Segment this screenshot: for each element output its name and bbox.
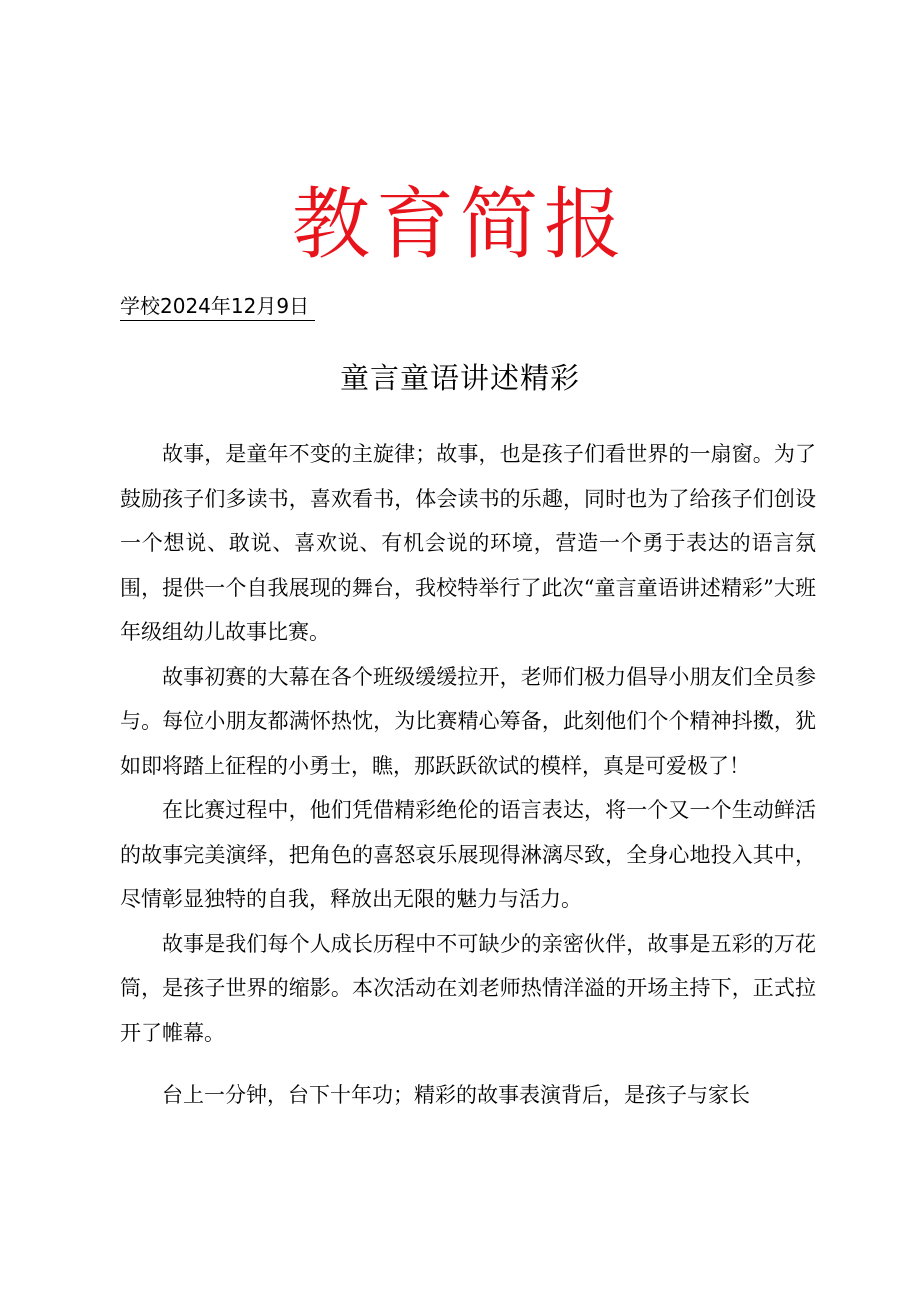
- issue-date-line: 学校2024年12月9日: [120, 292, 315, 321]
- body-paragraph: 台上一分钟，台下十年功；精彩的故事表演背后，是孩子与家长: [162, 1083, 750, 1107]
- body-paragraph: 在比赛过程中，他们凭借精彩绝伦的语言表达，将一个又一个生动鲜活的故事完美演绎，把角色的喜怒哀乐展现得淋漓尽致，全身心地投入其中，尽情彰显独特的自我，释放出无限的魅力与活力。: [120, 798, 816, 911]
- article-body: [120, 432, 816, 1118]
- body-paragraph: 故事是我们每个人成长历程中不可缺少的亲密伙伴，故事是五彩的万花筒，是孩子世界的缩影。本次活动在刘老师热情洋溢的开场主持下，正式拉开了帷幕。: [120, 931, 816, 1045]
- masthead-title: 教育简报: [291, 180, 628, 270]
- body-paragraph: 故事初赛的大幕在各个班级缓缓拉开，老师们极力倡导小朋友们全员参与。每位小朋友都满怀热忱，为比赛精心筹备，此刻他们个个精神抖擞，犹如即将踏上征程的小勇士，瞧，那跃跃欲试的模样，真是可爱极了！: [120, 664, 816, 778]
- article-title: 童言童语讲述精彩: [339, 361, 580, 395]
- body-paragraph: 故事，是童年不变的主旋律；故事，也是孩子们看世界的一扇窗。为了鼓励孩子们多读书，喜欢看书，体会读书的乐趣，同时也为了给孩子们创设一个想说、敢说、喜欢说、有机会说的环境，营造一个勇于表达的语言氛围，提供一个自我展现的舞台，我校特举行了此次“童言童语讲述精彩”大班年级组幼儿故事比赛。: [120, 442, 816, 644]
